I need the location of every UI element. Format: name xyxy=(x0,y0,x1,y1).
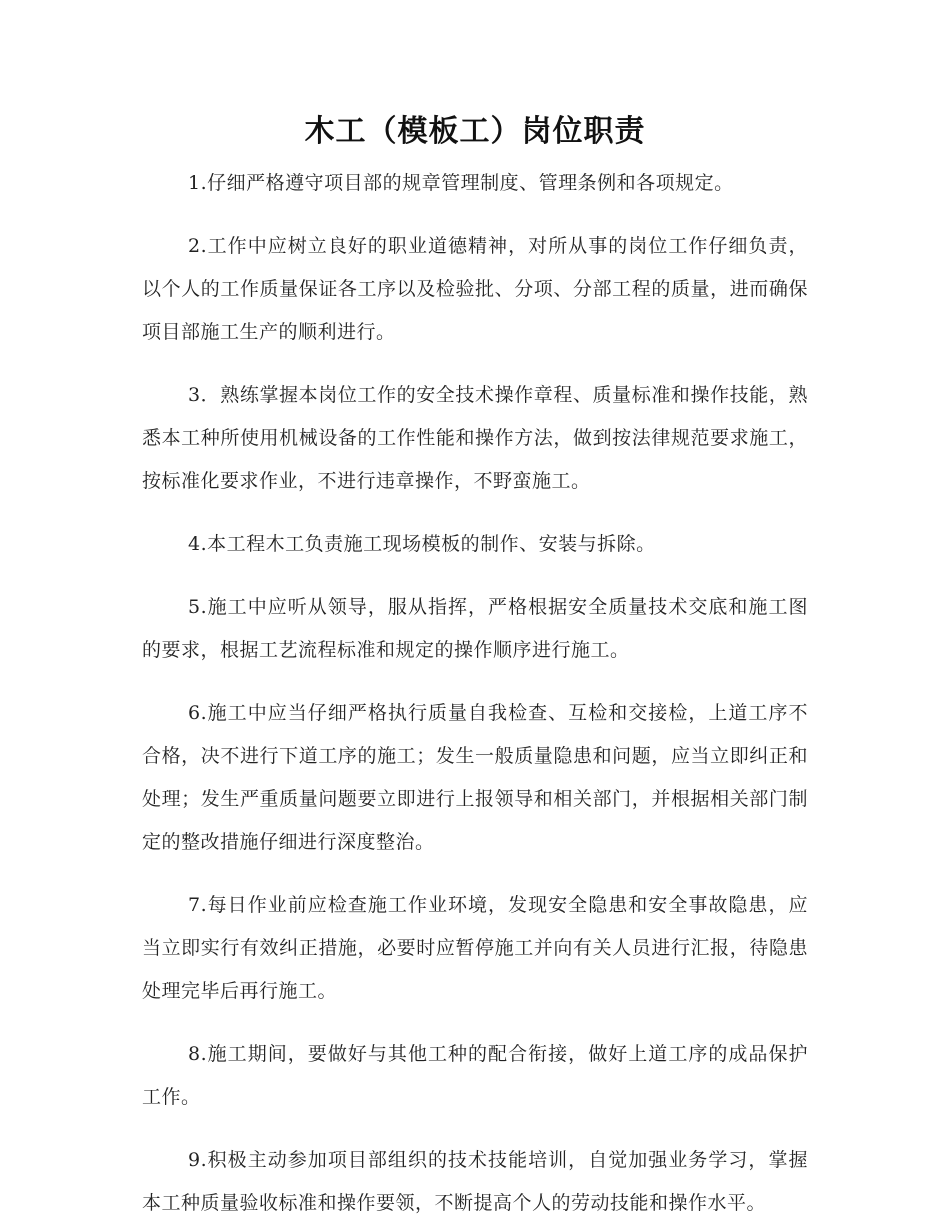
paragraph-2: 2.工作中应树立良好的职业道德精神，对所从事的岗位工作仔细负责，以个人的工作质量保证各工序以及检验批、分项、分部工程的质量，进而确保项目部施工生产的顺利进行。 xyxy=(142,235,808,343)
paragraph-3: 3．熟练掌握本岗位工作的安全技术操作章程、质量标准和操作技能，熟悉本工种所使用机械设备的工作性能和操作方法，做到按法律规范要求施工，按标准化要求作业，不进行违章操作，不野蛮施工。 xyxy=(142,384,808,492)
paragraph-9: 9.积极主动参加项目部组织的技术技能培训，自觉加强业务学习，掌握本工种质量验收标准和操作要领，不断提高个人的劳动技能和操作水平。 xyxy=(142,1149,808,1214)
paragraph-6: 6.施工中应当仔细严格执行质量自我检查、互检和交接检，上道工序不合格，决不进行下道工序的施工；发生一般质量隐患和问题，应当立即纠正和处理；发生严重质量问题要立即进行上报领导和相关部门，并根据相关部门制定的整改措施仔细进行深度整治。 xyxy=(142,702,808,853)
paragraph-4: 4.本工程木工负责施工现场模板的制作、安装与拆除。 xyxy=(188,533,656,555)
paragraph-1: 1.仔细严格遵守项目部的规章管理制度、管理条例和各项规定。 xyxy=(188,172,734,194)
paragraph-5: 5.施工中应听从领导，服从指挥，严格根据安全质量技术交底和施工图的要求，根据工艺流程标准和规定的操作顺序进行施工。 xyxy=(142,596,808,661)
paragraph-7: 7.每日作业前应检查施工作业环境，发现安全隐患和安全事故隐患，应当立即实行有效纠正措施，必要时应暂停施工并向有关人员进行汇报，待隐患处理完毕后再行施工。 xyxy=(142,894,808,1002)
paragraph-8: 8.施工期间，要做好与其他工种的配合衔接，做好上道工序的成品保护工作。 xyxy=(142,1043,808,1108)
document-title: 木工（模板工）岗位职责 xyxy=(304,114,646,149)
document-body xyxy=(142,162,808,1225)
